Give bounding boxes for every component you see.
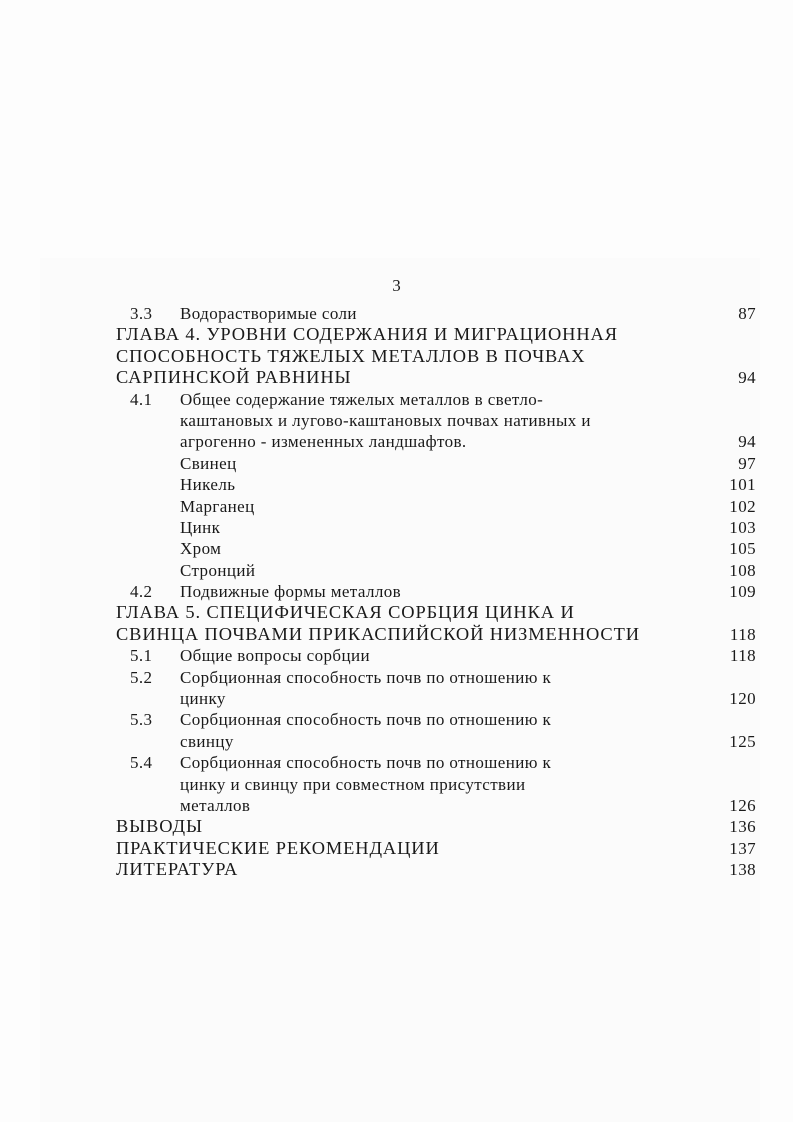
toc-entry-page: 118 bbox=[729, 646, 756, 666]
toc-entry bbox=[116, 667, 756, 688]
toc-entry-page: 103 bbox=[729, 517, 756, 537]
toc-entry bbox=[116, 752, 756, 773]
toc-entry bbox=[116, 346, 756, 367]
toc-entry bbox=[116, 688, 756, 709]
toc-entry-title: цинку и свинцу при совместном присутствии bbox=[180, 774, 526, 794]
toc-entry-page: 109 bbox=[729, 582, 756, 602]
toc-entry-title: Свинец bbox=[180, 453, 237, 473]
toc-entry-title: СВИНЦА ПОЧВАМИ ПРИКАСПИЙСКОЙ НИЗМЕННОСТИ bbox=[116, 623, 640, 644]
toc-entry bbox=[116, 303, 756, 324]
toc-entry bbox=[116, 774, 756, 795]
toc-entry-page: 94 bbox=[738, 368, 756, 388]
toc-entry-title: САРПИНСКОЙ РАВНИНЫ bbox=[116, 367, 352, 388]
toc-entry-title: цинку bbox=[180, 689, 226, 709]
toc-entry-page: 126 bbox=[729, 795, 756, 815]
toc-entry-title: Общее содержание тяжелых металлов в светло- bbox=[180, 389, 544, 409]
toc-entry bbox=[116, 645, 756, 666]
toc-entry bbox=[116, 496, 756, 517]
toc-entry bbox=[116, 838, 756, 859]
toc-entry bbox=[116, 560, 756, 581]
toc-entry bbox=[116, 624, 756, 645]
toc-entry bbox=[116, 795, 756, 816]
toc-entry-page: 87 bbox=[738, 304, 756, 323]
toc-entry-title: Сорбционная способность почв по отношению к bbox=[180, 667, 552, 687]
toc-entry-page: 137 bbox=[729, 838, 756, 858]
toc-entry bbox=[116, 731, 756, 752]
toc-entry-number: 3.3 bbox=[130, 304, 153, 323]
toc-entry bbox=[116, 324, 756, 345]
toc-entry-title: ГЛАВА 4. УРОВНИ СОДЕРЖАНИЯ И МИГРАЦИОННАЯ bbox=[116, 324, 618, 345]
toc-entry bbox=[116, 538, 756, 559]
toc-entry-number: 5.4 bbox=[130, 753, 153, 773]
toc-entry bbox=[116, 453, 756, 474]
toc-entry-page: 138 bbox=[729, 860, 756, 880]
toc-entry-title: Цинк bbox=[180, 517, 221, 537]
toc-entry-number: 5.2 bbox=[130, 667, 153, 687]
toc-entry-title: Подвижные формы металлов bbox=[180, 582, 402, 602]
toc-entry-title: Стронций bbox=[180, 560, 256, 580]
toc-entry bbox=[116, 816, 756, 837]
toc-entry-page: 102 bbox=[729, 496, 756, 516]
toc-entry-title: Хром bbox=[180, 539, 222, 559]
toc-entry-title: свинцу bbox=[180, 731, 234, 751]
toc-entry-page: 108 bbox=[729, 560, 756, 580]
toc-entry-page: 94 bbox=[738, 432, 756, 452]
toc-entry-title: Марганец bbox=[180, 496, 255, 516]
toc-entry-title: Сорбционная способность почв по отношению к bbox=[180, 710, 552, 730]
toc-entry-title: Общие вопросы сорбции bbox=[180, 646, 370, 666]
toc-entry bbox=[116, 474, 756, 495]
toc-entry-page: 118 bbox=[729, 624, 756, 644]
toc-entry bbox=[116, 602, 756, 623]
toc-entry-title: ВЫВОДЫ bbox=[116, 816, 203, 837]
toc-entry bbox=[116, 859, 756, 880]
toc-entry-page: 136 bbox=[729, 817, 756, 837]
toc-entry-title: металлов bbox=[180, 795, 251, 815]
toc-entry bbox=[116, 517, 756, 538]
toc-entry-title: ПРАКТИЧЕСКИЕ РЕКОМЕНДАЦИИ bbox=[116, 837, 440, 858]
toc-entry-title: агрогенно - измененных ландшафтов. bbox=[180, 432, 467, 452]
toc-entry-page: 120 bbox=[729, 689, 756, 709]
toc-entry-number: 4.1 bbox=[130, 389, 153, 409]
toc-entry-title: СПОСОБНОСТЬ ТЯЖЕЛЫХ МЕТАЛЛОВ В ПОЧВАХ bbox=[116, 345, 586, 366]
toc-entry-page: 97 bbox=[738, 453, 756, 473]
toc-entry bbox=[116, 389, 756, 410]
toc-entry-page: 101 bbox=[729, 475, 756, 495]
toc-entry bbox=[116, 431, 756, 452]
toc-entry-number: 4.2 bbox=[130, 582, 153, 602]
toc-entry bbox=[116, 367, 756, 388]
toc-entry-page: 125 bbox=[729, 731, 756, 751]
toc-entry-number: 5.3 bbox=[130, 710, 153, 730]
toc-entry-number: 5.1 bbox=[130, 646, 153, 666]
toc-entry-title: Никель bbox=[180, 475, 236, 495]
toc-entry-title: Сорбционная способность почв по отношению к bbox=[180, 753, 552, 773]
toc-entry-title: каштановых и лугово-каштановых почвах нативных и bbox=[180, 410, 591, 430]
toc-entry-page: 105 bbox=[729, 539, 756, 559]
toc-entry bbox=[116, 709, 756, 730]
toc-entry bbox=[116, 410, 756, 431]
toc-entry-title: ГЛАВА 5. СПЕЦИФИЧЕСКАЯ СОРБЦИЯ ЦИНКА И bbox=[116, 602, 575, 623]
toc-entry-title: ЛИТЕРАТУРА bbox=[116, 859, 239, 880]
table-of-contents bbox=[116, 303, 756, 881]
toc-entry bbox=[116, 581, 756, 602]
toc-entry-title: Водорастворимые соли bbox=[180, 304, 357, 323]
page-number: 3 bbox=[392, 276, 401, 295]
